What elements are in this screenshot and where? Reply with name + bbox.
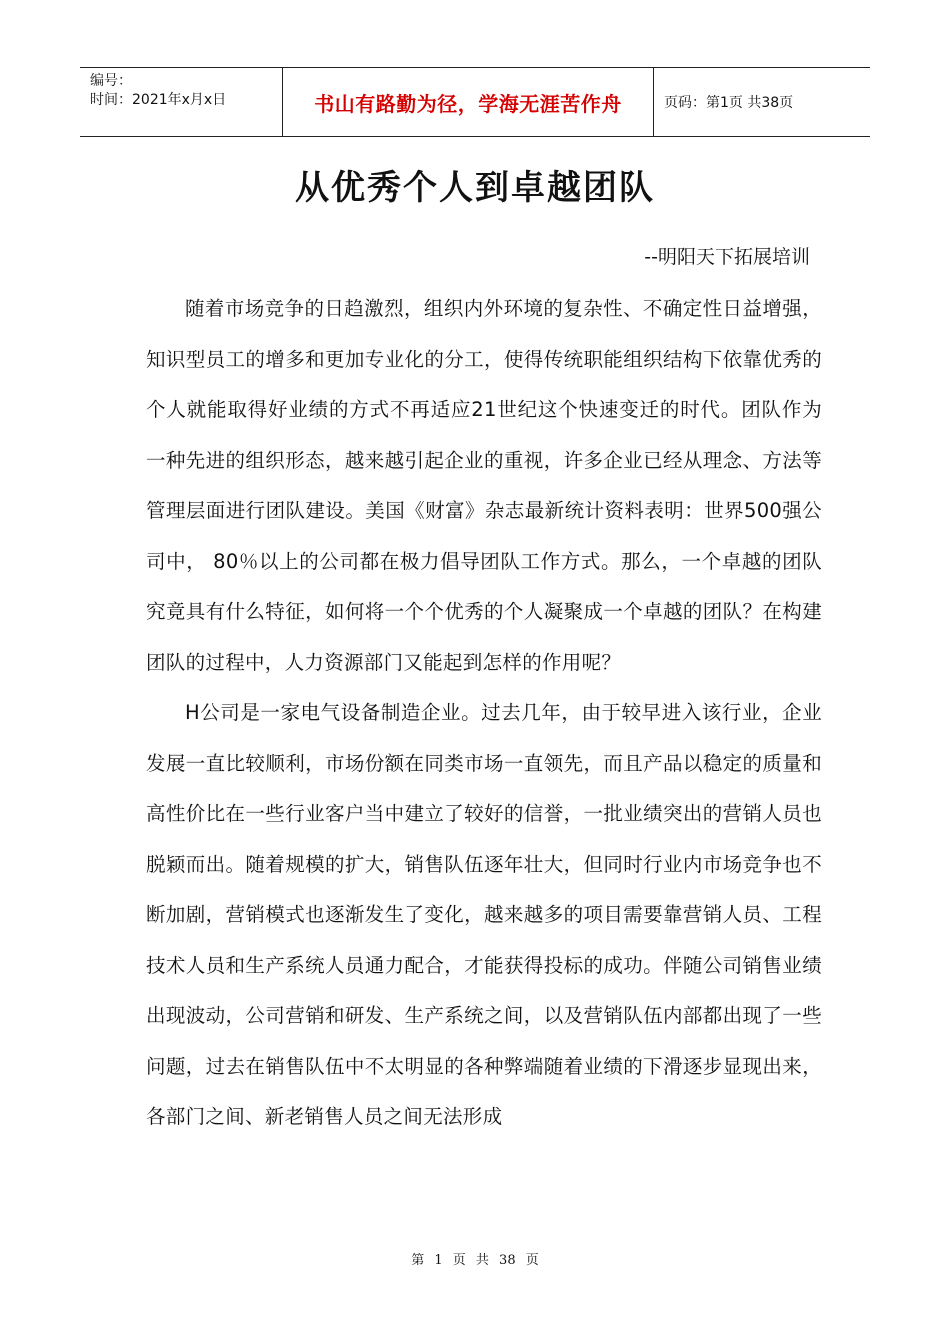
date-label: 时间：2021年x月x日 (90, 92, 227, 108)
motto-text: 书山有路勤为径，学海无涯苦作舟 (314, 91, 622, 116)
document-body (146, 284, 822, 1143)
page-footer: 第 1 页 共 38 页 (411, 1253, 539, 1268)
document-subtitle: --明阳天下拓展培训 (644, 246, 810, 268)
body-paragraph: H公司是一家电气设备制造企业。过去几年，由于较早进入该行业，企业发展一直比较顺利，市场份额在同类市场一直领先，而且产品以稳定的质量和高性价比在一些行业客户当中建立了较好的信誉，一批业绩突出的营销人员也脱颖而出。随着规模的扩大，销售队伍逐年壮大，但同时行业内市场竞争也不断加剧，营销模式也逐渐发生了变化，越来越多的项目需要靠营销人员、工程技术人员和生产系统人员通力配合，才能获得投标的成功。伴随公司销售业绩出现波动，公司营销和研发、生产系统之间，以及营销队伍内部都出现了一些问题，过去在销售队伍中不太明显的各种弊端随着业绩的下滑逐步显现出来，各部门之间、新老销售人员之间无法形成 (146, 701, 822, 1128)
header-table (80, 67, 870, 137)
header-page-info: 页码：第1页 共38页 (664, 95, 794, 111)
header-motto-cell (282, 68, 654, 136)
body-paragraph: 随着市场竞争的日趋激烈，组织内外环境的复杂性、不确定性日益增强，知识型员工的增多和更加专业化的分工，使得传统职能组织结构下依靠优秀的个人就能取得好业绩的方式不再适应21世纪这个快速变迁的时代。团队作为一种先进的组织形态，越来越引起企业的重视，许多企业已经从理念、方法等管理层面进行团队建设。美国《财富》杂志最新统计资料表明：世界500强公司中， 80％以上的公司都在极力倡导团队工作方式。那么，一个卓越的团队究竟具有什么特征，如何将一个个优秀的个人凝聚成一个卓越的团队？在构建团队的过程中，人力资源部门又能起到怎样的作用呢？ (146, 297, 822, 674)
number-label: 编号： (90, 73, 132, 89)
header-meta-cell (80, 68, 282, 136)
header-page-cell (654, 68, 870, 136)
document-title: 从优秀个人到卓越团队 (295, 168, 655, 208)
